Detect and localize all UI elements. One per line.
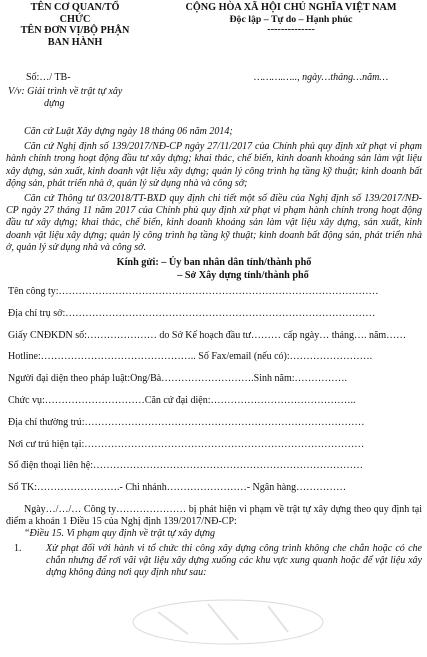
legal-basis: Căn cứ Thông tư 03/2018/TT-BXD quy định chi tiết một số điều của Nghị định số 139/2017/NĐ-CP ngày 27 tháng 11 năm 2017 của Chính phủ quy định xử phạt vi phạm hành chính trong hoạt động đầu tư xây dựng; khai thác, chế biến, kinh doanh khoáng sản làm vật liệu xây dựng, sản xuất, kinh doanh vật liệu xây dựng; quản lý công trình hạ tầng kỹ thuật; kinh doanh bất động sản, phát triển nhà ở, quản lý sử dụng nhà và công sở. — [6, 193, 422, 253]
recipient-line: Kính gửi: – Ủy ban nhân dân tỉnh/thành phố — [116, 257, 312, 269]
bank-account-field: Số TK:…………………….- Chi nhánh……………………- Ngân hàng…………… — [8, 482, 347, 494]
business-registration-field: Giấy CNĐKDN số:………………… do Sở Kế hoạch đầu tư……… cấp ngày… tháng…. năm…… — [8, 329, 407, 341]
subject-line: V/v: Giải trình về trật tự xây — [8, 86, 123, 97]
watermark-stamp — [78, 582, 368, 657]
list-item — [6, 543, 422, 580]
document-body — [6, 126, 422, 579]
issuing-agency-block — [6, 2, 144, 48]
hotline-field: Hotline:……………………………………….. Số Fax/email (nếu có):……………………. — [8, 351, 373, 363]
legal-basis: Căn cứ Nghị định số 139/2017/NĐ-CP ngày 27/11/2017 của Chính phủ quy định xử phạt vi phạm hành chính trong hoạt động đầu tư xây dựng; khai thác, chế biến, kinh doanh khoáng sản làm vật liệu xây dựng, sản xuất, kinh doanh vật liệu xây dựng; quản lý công trình hạ tầng kỹ thuật; kinh doanh bất động sản, phát triển nhà ở, quản lý sử dụng nhà và công sở; — [6, 141, 422, 189]
subject-line: dựng — [44, 98, 65, 109]
article-heading: “Điều 15. Vi phạm quy định về trật tự xây dựng — [24, 528, 215, 540]
item-text: Xử phạt đối với hành vi tổ chức thi công xây dựng công trình không che chắn hoặc có che chắn nhưng để rơi vãi vật liệu xây dựng xuống các khu vực xung quanh hoặc để vật liệu xây dựng không đúng nơi quy định như sau: — [46, 542, 422, 579]
document-number: Số:…/ TB- — [26, 72, 71, 83]
violation-statement: Ngày…/…/… Công ty………………… bị phát hiện vi phạm về trật tự xây dựng theo quy định tại điểm a khoản 1 Điều 15 của Nghị định 139/2017/NĐ-CP: — [6, 504, 422, 528]
national-header — [160, 2, 422, 35]
head-office-field: Địa chỉ trụ sở:………………………………………………………………………………… — [8, 307, 376, 319]
current-residence-field: Nơi cư trú hiện tại:………………………………………………………………………… — [8, 438, 365, 450]
agency-line: CHỨC — [59, 13, 91, 25]
national-title: CỘNG HÒA XÃ HỘI CHỦ NGHĨA VIỆT NAM — [185, 2, 397, 13]
motto-underline: -------------- — [267, 24, 315, 35]
document-date: ……….….., ngày…tháng…năm… — [254, 72, 389, 83]
legal-basis: Căn cứ Luật Xây dựng ngày 18 tháng 06 năm 2014; — [24, 126, 233, 137]
document-subject — [8, 86, 158, 110]
agency-line: TÊN CƠ QUAN/TỔ — [30, 2, 120, 13]
national-motto: Độc lập – Tự do – Hạnh phúc — [229, 13, 353, 25]
agency-line: BAN HÀNH — [47, 36, 103, 48]
article-items — [6, 543, 422, 580]
phone-field: Số điện thoại liên hệ:……………………………………………………………………… — [8, 460, 363, 472]
company-name-field: Tên công ty:…………………………………………………………………………………… — [8, 286, 379, 298]
recipient-line: – Sở Xây dựng tỉnh/thành phố — [177, 269, 309, 281]
permanent-address-field: Địa chỉ thường trú:………………………………………………………………………… — [8, 416, 365, 428]
legal-representative-field: Người đại diện theo pháp luật:Ông/Bà……………………….Sinh năm:……………. — [8, 373, 348, 385]
agency-line: TÊN ĐƠN VỊ/BỘ PHẬN — [20, 25, 130, 36]
position-field: Chức vụ:…………………………Căn cứ đại diện:…………………………………….. — [8, 395, 356, 407]
item-number: 1. — [14, 542, 22, 554]
